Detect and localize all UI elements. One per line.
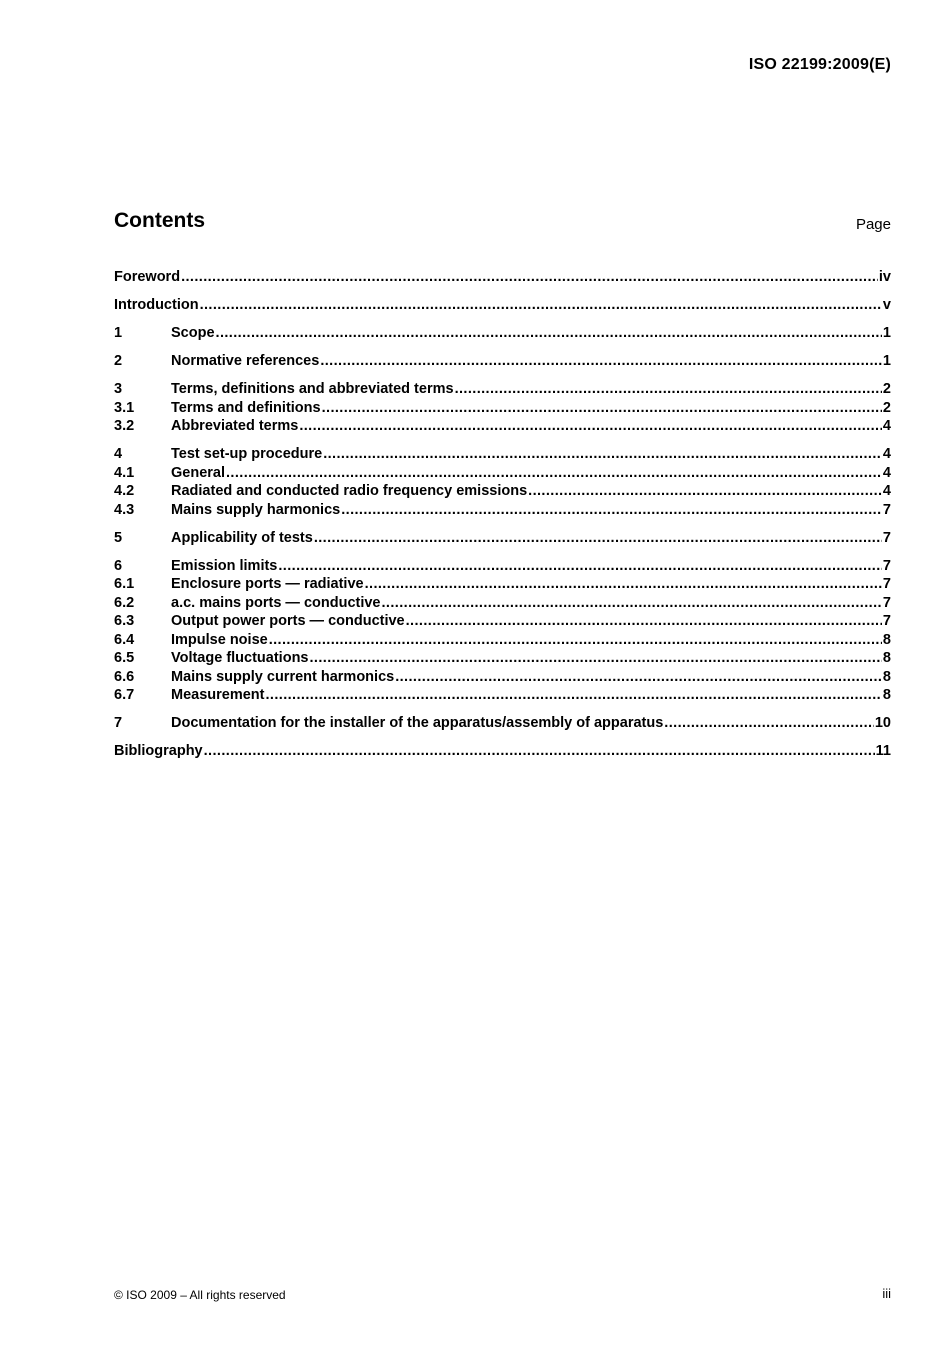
toc-entry-number: 6.7 xyxy=(114,687,135,703)
toc-dot-leader xyxy=(200,296,882,315)
toc-entry-number: 6.4 xyxy=(114,631,135,648)
toc-entry-number: 5 xyxy=(114,529,123,546)
toc-entry-title: Applicability of tests xyxy=(171,529,313,546)
toc-entry[interactable] xyxy=(114,714,891,733)
toc-entry-title: Normative references xyxy=(171,353,320,369)
toc-entry-page: iv xyxy=(878,269,891,285)
toc-group xyxy=(114,352,891,371)
toc-entry[interactable] xyxy=(114,557,891,576)
toc-dot-leader xyxy=(322,399,882,418)
toc-dot-leader xyxy=(323,445,882,464)
toc-entry-number: 3.2 xyxy=(114,418,135,434)
page-column-label: Page xyxy=(855,216,891,233)
toc-dot-leader xyxy=(314,529,882,548)
toc-entry-title: Radiated and conducted radio frequency emissions xyxy=(171,483,528,499)
toc-entry-title: Documentation for the installer of the apparatus/assembly of apparatus xyxy=(171,715,664,731)
toc-entry-title: Terms, definitions and abbreviated terms xyxy=(171,381,454,397)
toc-entry[interactable] xyxy=(114,594,891,613)
toc-dot-leader xyxy=(226,464,882,483)
toc-entry-page: 8 xyxy=(882,687,891,703)
toc-entry-page: 7 xyxy=(882,594,891,611)
toc-dot-leader xyxy=(664,714,874,733)
toc-entry-title: Mains supply harmonics xyxy=(171,501,341,518)
toc-entry[interactable] xyxy=(114,464,891,483)
toc-dot-leader xyxy=(382,594,882,613)
toc-group xyxy=(114,324,891,343)
toc-dot-leader xyxy=(395,668,882,687)
toc-entry-title: Terms and definitions xyxy=(171,399,321,416)
toc-dot-leader xyxy=(299,417,882,436)
toc-entry-number: 3 xyxy=(114,381,123,397)
toc-entry-page: 2 xyxy=(882,381,891,397)
toc-entry-page: 8 xyxy=(882,631,891,648)
toc-entry[interactable] xyxy=(114,575,891,594)
toc-entry[interactable] xyxy=(114,501,891,520)
toc-entry[interactable] xyxy=(114,352,891,371)
toc-entry[interactable] xyxy=(114,482,891,501)
toc-entry-title: Bibliography xyxy=(114,743,203,759)
toc-entry-page: 7 xyxy=(882,529,891,546)
toc-entry-page: 7 xyxy=(882,613,891,629)
page-title: Contents xyxy=(114,209,205,232)
toc-entry-title: Enclosure ports — radiative xyxy=(171,576,364,592)
toc-dot-leader xyxy=(310,649,882,668)
toc-entry[interactable] xyxy=(114,268,891,287)
toc-entry-number: 6 xyxy=(114,557,123,574)
toc-entry-number: 6.3 xyxy=(114,613,135,629)
table-of-contents xyxy=(114,268,891,770)
toc-entry-number: 1 xyxy=(114,325,123,341)
toc-dot-leader xyxy=(455,380,882,399)
toc-entry-number: 4.3 xyxy=(114,501,135,518)
toc-entry-title: Output power ports — conductive xyxy=(171,613,405,629)
toc-entry[interactable] xyxy=(114,742,891,761)
toc-entry-number: 6.1 xyxy=(114,576,135,592)
toc-group xyxy=(114,380,891,436)
toc-entry-title: a.c. mains ports — conductive xyxy=(171,594,381,611)
toc-dot-leader xyxy=(528,482,882,501)
toc-entry-page: 7 xyxy=(882,576,891,592)
document-identifier: ISO 22199:2009(E) xyxy=(748,56,891,73)
toc-entry-page: 10 xyxy=(874,715,891,731)
page-number: iii xyxy=(882,1286,891,1301)
toc-entry-title: Abbreviated terms xyxy=(171,418,299,434)
toc-entry[interactable] xyxy=(114,324,891,343)
toc-entry[interactable] xyxy=(114,686,891,705)
toc-entry-title: Emission limits xyxy=(171,557,278,574)
toc-group xyxy=(114,529,891,548)
toc-dot-leader xyxy=(269,631,882,650)
toc-entry-page: 7 xyxy=(882,501,891,518)
toc-entry-title: Impulse noise xyxy=(171,631,268,648)
toc-entry[interactable] xyxy=(114,631,891,650)
toc-entry-number: 6.6 xyxy=(114,668,135,685)
toc-entry-page: 8 xyxy=(882,650,891,666)
toc-entry[interactable] xyxy=(114,649,891,668)
toc-entry-number: 3.1 xyxy=(114,399,135,416)
toc-entry-page: 7 xyxy=(882,557,891,574)
toc-entry-page: 4 xyxy=(882,483,891,499)
toc-group xyxy=(114,557,891,705)
toc-entry-title: General xyxy=(171,464,225,481)
toc-dot-leader xyxy=(341,501,882,520)
toc-dot-leader xyxy=(216,324,882,343)
toc-entry[interactable] xyxy=(114,417,891,436)
copyright-notice: © ISO 2009 – All rights reserved xyxy=(114,1288,286,1302)
toc-entry-page: 2 xyxy=(882,399,891,416)
toc-entry-page: 4 xyxy=(882,418,891,434)
toc-group xyxy=(114,445,891,519)
toc-entry-number: 6.2 xyxy=(114,594,135,611)
toc-entry[interactable] xyxy=(114,529,891,548)
toc-entry-page: v xyxy=(882,297,891,313)
toc-dot-leader xyxy=(406,612,882,631)
toc-entry[interactable] xyxy=(114,668,891,687)
toc-entry-page: 8 xyxy=(882,668,891,685)
toc-entry-title: Mains supply current harmonics xyxy=(171,668,395,685)
toc-entry[interactable] xyxy=(114,399,891,418)
toc-group xyxy=(114,296,891,315)
toc-entry[interactable] xyxy=(114,380,891,399)
toc-entry-title: Scope xyxy=(171,325,215,341)
toc-dot-leader xyxy=(320,352,882,371)
toc-entry-number: 6.5 xyxy=(114,650,135,666)
toc-entry-page: 1 xyxy=(882,325,891,341)
toc-group xyxy=(114,742,891,761)
toc-entry-number: 4.1 xyxy=(114,464,135,481)
toc-entry-title: Introduction xyxy=(114,297,199,313)
toc-entry[interactable] xyxy=(114,612,891,631)
toc-entry-page: 4 xyxy=(882,464,891,481)
toc-entry[interactable] xyxy=(114,445,891,464)
toc-entry-title: Foreword xyxy=(114,269,181,285)
toc-entry-number: 2 xyxy=(114,353,123,369)
toc-entry-number: 4.2 xyxy=(114,483,135,499)
toc-entry-number: 7 xyxy=(114,715,123,731)
toc-dot-leader xyxy=(278,557,882,576)
toc-group xyxy=(114,714,891,733)
toc-dot-leader xyxy=(204,742,875,761)
toc-entry[interactable] xyxy=(114,296,891,315)
toc-entry-page: 4 xyxy=(882,446,891,462)
toc-entry-title: Measurement xyxy=(171,687,265,703)
toc-entry-title: Voltage fluctuations xyxy=(171,650,309,666)
toc-entry-number: 4 xyxy=(114,446,123,462)
toc-entry-page: 1 xyxy=(882,353,891,369)
toc-dot-leader xyxy=(265,686,881,705)
toc-dot-leader xyxy=(365,575,882,594)
toc-entry-page: 11 xyxy=(875,743,891,759)
toc-entry-title: Test set-up procedure xyxy=(171,446,323,462)
toc-group xyxy=(114,268,891,287)
toc-dot-leader xyxy=(181,268,878,287)
